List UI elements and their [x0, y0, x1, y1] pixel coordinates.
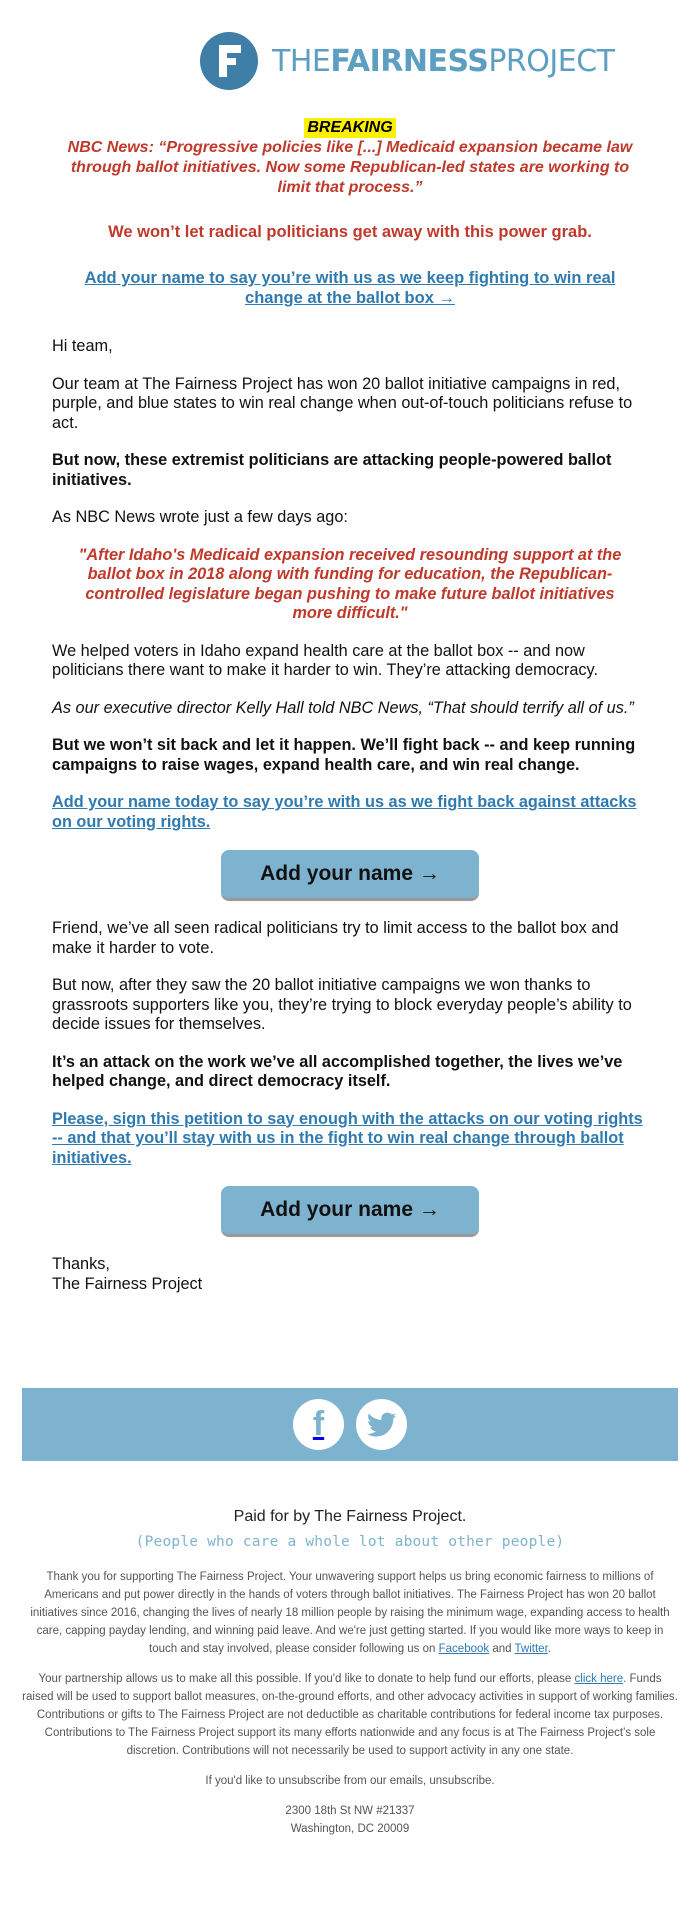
paragraph-5: As our executive director Kelly Hall told NBC News, “That should terrify all of us.”	[52, 698, 634, 717]
breaking-news-section	[60, 118, 640, 308]
signoff-thanks: Thanks,	[52, 1255, 110, 1273]
paragraph-1: Our team at The Fairness Project has won 20 ballot initiative campaigns in red, purple, and blue states to win real change when out-of-touch politicians refuse to act.	[52, 374, 633, 432]
address-line-2: Washington, DC 20009	[290, 1823, 410, 1835]
facebook-icon[interactable]	[293, 1399, 344, 1450]
footer-paragraph-2	[22, 1670, 678, 1760]
social-band	[22, 1388, 678, 1461]
email-footer	[22, 1508, 678, 1838]
nbc-quote: NBC News: “Progressive policies like [...] Medicaid expansion became law through ballot initiatives. Now some Republican-led states are working to limit that process.”	[67, 139, 633, 196]
paragraph-4: We helped voters in Idaho expand health care at the ballot box -- and now politicians there want to make it harder to win. They’re attacking democracy.	[52, 641, 598, 679]
paragraph-9: It’s an attack on the work we’ve all accomplished together, the lives we’ve helped change, and direct democracy itself.	[52, 1052, 623, 1090]
signoff	[52, 1255, 648, 1294]
paid-for-disclaimer: Paid for by The Fairness Project.	[233, 1508, 467, 1525]
footer-para2-after: . Funds raised will be used to support ballot measures, on-the-ground efforts, and other advocacy activities in support of working families. Contributions or gifts to The Fairness Project are not deductible as charitable contributions for federal income tax purposes. Contributions to The Fairness Project support its many efforts nationwide and any focus is at The Fairness Project's sole discretion. Contributions will not necessarily be used to support activity in any one state.	[22, 1673, 678, 1757]
paragraph-3: As NBC News wrote just a few days ago:	[52, 508, 348, 526]
petition-link-1[interactable]: Add your name today to say you’re with us as we fight back against attacks on our voting rights.	[52, 793, 637, 831]
twitter-link[interactable]: Twitter	[514, 1643, 548, 1655]
add-name-button-1[interactable]: Add your name →	[221, 850, 479, 901]
logo-wordmark	[272, 44, 614, 79]
logo-f-icon	[200, 32, 258, 90]
twitter-bird-icon	[367, 1412, 397, 1438]
facebook-glyph: f	[312, 1405, 325, 1443]
logo-word-project: PROJECT	[488, 43, 615, 79]
signoff-org: The Fairness Project	[52, 1274, 203, 1293]
footer-and: and	[492, 1643, 512, 1655]
paragraph-8: But now, after they saw the 20 ballot initiative campaigns we won thanks to grassroots supporters like you, they’re trying to block everyday people’s ability to decide issues for themselves.	[52, 976, 632, 1033]
breaking-badge: BREAKING	[304, 118, 395, 138]
paragraph-7: Friend, we’ve all seen radical politicians try to limit access to the ballot box and make it harder to vote.	[52, 919, 619, 957]
fairness-project-logo[interactable]	[200, 30, 615, 92]
unsubscribe-text[interactable]: If you'd like to unsubscribe from our emails, unsubscribe.	[205, 1775, 495, 1787]
top-petition-link[interactable]: Add your name to say you’re with us as we keep fighting to win real change at the ballot box →	[84, 269, 616, 307]
footer-para1-text: Thank you for supporting The Fairness Project. Your unwavering support helps us bring economic fairness to millions of Americans and put power directly in the hands of voters through ballot initiatives. The Fairness Project has won 20 ballot initiatives since 2016, changing the lives of nearly 18 million people by raising the minimum wage, expanding access to health care, capping payday lending, and winning paid leave. And we're just getting started. If you would like more ways to keep in touch and stay involved, please consider following us on	[30, 1571, 670, 1655]
greeting: Hi team,	[52, 337, 113, 355]
donate-click-here-link[interactable]: click here	[574, 1673, 624, 1685]
petition-link-2[interactable]: Please, sign this petition to say enough with the attacks on our voting rights -- and that you’ll stay with us in the fight to win real change through ballot initiatives.	[52, 1109, 643, 1167]
footer-para2-before: Your partnership allows us to make all this possible. If you'd like to donate to help fund our efforts, please	[38, 1673, 572, 1685]
add-name-button-2[interactable]: Add your name →	[221, 1186, 479, 1237]
email-body	[52, 337, 648, 1294]
logo-word-fairness: FAIRNESS	[330, 43, 489, 79]
address-line-1: 2300 18th St NW #21337	[285, 1805, 415, 1817]
tagline: (People who care a whole lot about other people)	[135, 1534, 565, 1550]
twitter-icon[interactable]	[356, 1399, 407, 1450]
paragraph-2: But now, these extremist politicians are attacking people-powered ballot initiatives.	[52, 451, 612, 489]
nbc-blockquote: "After Idaho's Medicaid expansion received resounding support at the ballot box in 2018 along with funding for education, the Republican-controlled legislature began pushing to make future ballot initiatives more difficult."	[78, 545, 622, 622]
warning-text: We won’t let radical politicians get away with this power grab.	[108, 223, 592, 241]
facebook-link[interactable]: Facebook	[438, 1643, 490, 1655]
paragraph-6: But we won’t sit back and let it happen. We’ll fight back -- and keep running campaigns to raise wages, expand health care, and win real change.	[52, 736, 636, 774]
logo-word-the: THE	[272, 43, 331, 79]
footer-paragraph-1: Thank you for supporting The Fairness Project. Your unwavering support helps us bring economic fairness to millions of Americans and put power directly in the hands of voters through ballot initiatives. The Fairness Project has won 20 ballot initiatives since 2016, changing the lives of nearly 18 million people by raising the minimum wage, expanding access to health care, capping payday lending, and winning paid leave. And we're just getting started. If you would like more ways to keep in touch and stay involved, please consider following us on Facebook and Twitter.	[30, 1571, 670, 1655]
